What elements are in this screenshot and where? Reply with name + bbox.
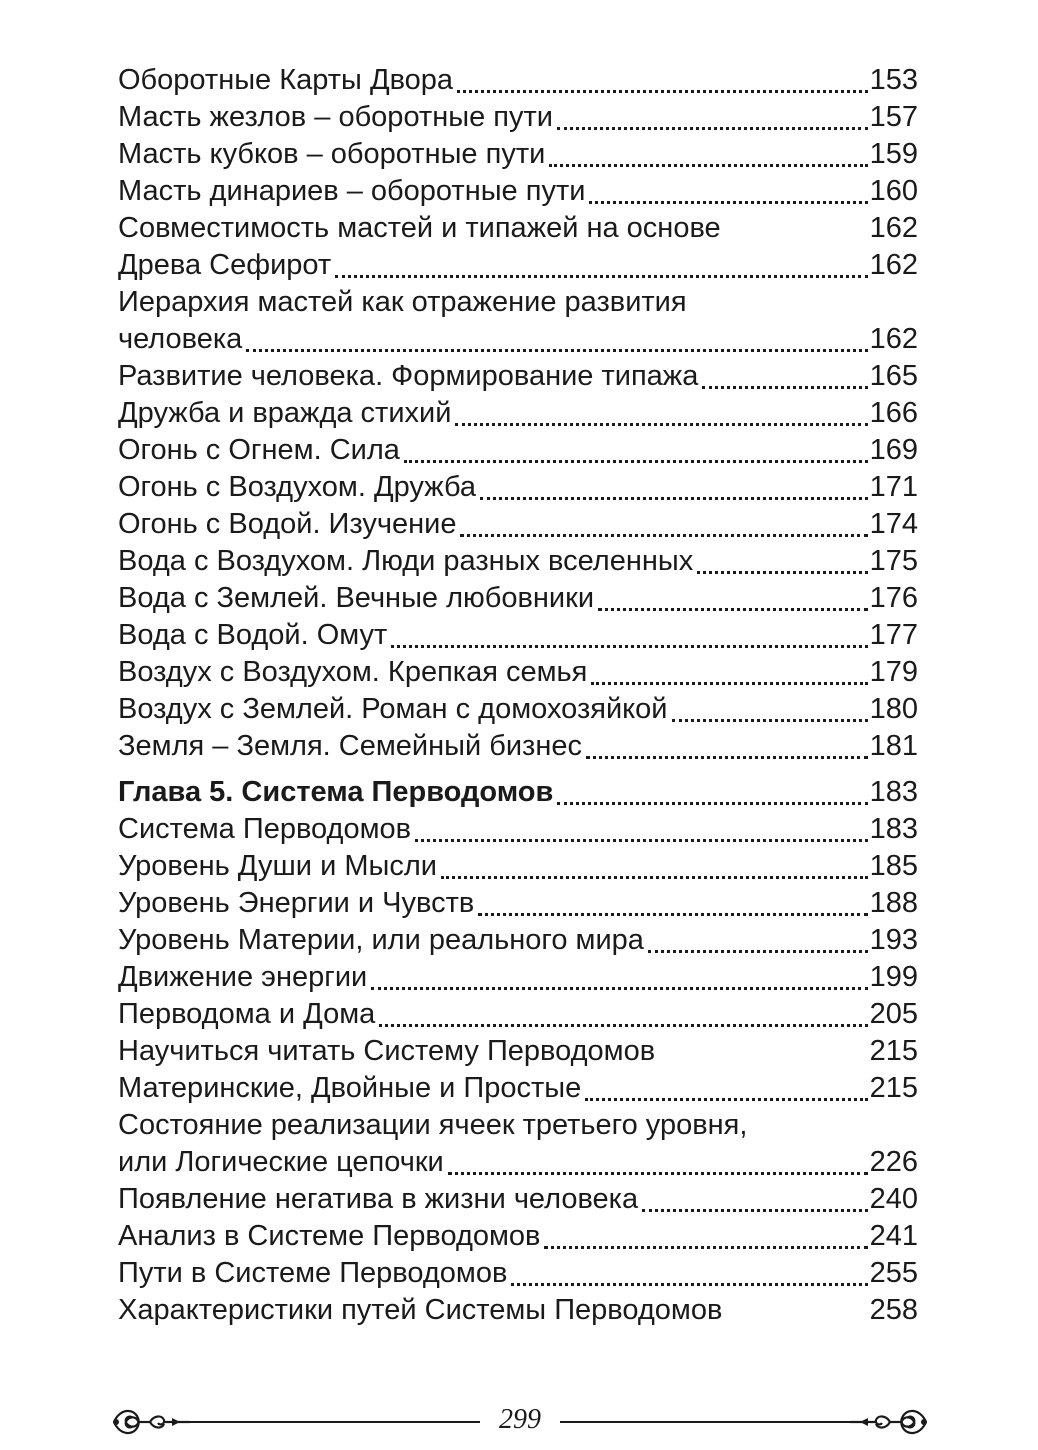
- toc-entry-title: человека: [118, 323, 243, 355]
- toc-entry-page: 157: [869, 101, 918, 133]
- dot-leader: [648, 940, 868, 953]
- toc-entry-title: Система Перводомов: [118, 813, 412, 845]
- toc-entry: [118, 1218, 918, 1255]
- dot-leader: [598, 598, 868, 611]
- toc-entry-page: 193: [869, 924, 918, 956]
- dot-leader: [591, 672, 867, 685]
- toc-entry-page: 215: [869, 1072, 918, 1104]
- toc-entry-title: Масть жезлов – оборотные пути: [118, 101, 553, 133]
- dot-leader: [448, 1162, 868, 1175]
- toc-entry: [118, 247, 918, 284]
- toc-entry: [118, 885, 918, 922]
- toc-entry-page: 205: [869, 998, 918, 1030]
- toc-entry-title: Пути в Системе Перводомов: [118, 1257, 508, 1289]
- dot-leader: [557, 117, 868, 130]
- toc-entry: [118, 1181, 918, 1218]
- toc-entry-title: Огонь с Водой. Изучение: [118, 508, 457, 540]
- toc-entry: [118, 580, 918, 617]
- toc-entry: [118, 848, 918, 885]
- dot-leader: [457, 80, 868, 93]
- dot-leader: [586, 746, 868, 759]
- dot-leader: [371, 977, 867, 990]
- dot-leader: [751, 1128, 916, 1138]
- toc-entry-title: Научиться читать Систему Перводомов: [118, 1035, 656, 1067]
- toc-entry-page: 179: [869, 656, 918, 688]
- dot-leader: [415, 829, 868, 842]
- toc-entry: [118, 321, 918, 358]
- toc-entry-title: Земля – Земля. Семейный бизнес: [118, 730, 582, 762]
- toc-entry-page: 185: [869, 850, 918, 882]
- toc-entry-title: Движение энергии: [118, 961, 368, 993]
- toc-entry-title: Дружба и вражда стихий: [118, 397, 452, 429]
- toc-entry-page: 240: [869, 1183, 918, 1215]
- dot-leader: [335, 265, 867, 278]
- toc-entry-page: 162: [869, 323, 918, 355]
- toc-entry-title: Состояние реализации ячеек третьего уровня,: [118, 1109, 748, 1141]
- toc-entry-title: Совместимость мастей и типажей на основе: [118, 212, 721, 244]
- toc-entry-page: 183: [869, 813, 918, 845]
- dot-leader: [480, 487, 868, 500]
- toc-entry: [118, 922, 918, 959]
- dot-leader: [557, 792, 867, 805]
- toc-entry-page: 162: [869, 249, 918, 281]
- dot-leader: [544, 1236, 867, 1249]
- toc-entry: [118, 728, 918, 765]
- toc-entry-page: 241: [869, 1220, 918, 1252]
- toc-entry-page: 159: [869, 138, 918, 170]
- toc-entry-title: Масть кубков – оборотные пути: [118, 138, 546, 170]
- toc-entry: [118, 99, 918, 136]
- toc-entry: [118, 617, 918, 654]
- toc-entry-title: Появление негатива в жизни человека: [118, 1183, 639, 1215]
- toc-entry: [118, 173, 918, 210]
- toc-entry: [118, 506, 918, 543]
- toc-entry: [118, 1144, 918, 1181]
- toc-entry-page: 177: [869, 619, 918, 651]
- toc-entry-page: 153: [869, 64, 918, 96]
- toc-entry-title: Материнские, Двойные и Простые: [118, 1072, 582, 1104]
- toc-entry-title: Развитие человека. Формирование типажа: [118, 360, 699, 392]
- toc-entry: [118, 210, 918, 247]
- toc-entry: [118, 1255, 918, 1292]
- toc-entry-page: 165: [869, 360, 918, 392]
- dot-leader: [585, 1088, 867, 1101]
- toc-entry-title: Вода с Воздухом. Люди разных вселенных: [118, 545, 694, 577]
- toc-entry-title: Вода с Землей. Вечные любовники: [118, 582, 595, 614]
- dot-leader: [441, 866, 868, 879]
- dot-leader: [549, 154, 867, 167]
- toc-entry: [118, 1070, 918, 1107]
- toc-entry-page: 169: [869, 434, 918, 466]
- toc-entry: [118, 432, 918, 469]
- toc-entry-page: 188: [869, 887, 918, 919]
- toc-entry-page: 181: [869, 730, 918, 762]
- toc-entry: [118, 1292, 918, 1329]
- dot-leader: [404, 450, 868, 463]
- dot-leader: [379, 1014, 867, 1027]
- dot-leader: [691, 305, 916, 315]
- toc-entry-title: Огонь с Огнем. Сила: [118, 434, 400, 466]
- dot-leader: [672, 709, 868, 722]
- dot-leader: [478, 903, 867, 916]
- dot-leader: [697, 561, 867, 574]
- toc-entry: [118, 543, 918, 580]
- dot-leader: [702, 376, 867, 389]
- dot-leader: [460, 524, 867, 537]
- toc-entry: [118, 959, 918, 996]
- toc-entry: [118, 62, 918, 99]
- toc-entry-title: или Логические цепочки: [118, 1146, 444, 1178]
- dot-leader: [511, 1273, 867, 1286]
- toc-entry-title: Иерархия мастей как отражение развития: [118, 286, 687, 318]
- toc-entry: [118, 654, 918, 691]
- dot-leader: [726, 1313, 867, 1323]
- toc-chapter-heading: [118, 774, 918, 811]
- toc-entry-page: 255: [869, 1257, 918, 1289]
- toc-entry-title: Огонь с Воздухом. Дружба: [118, 471, 477, 503]
- toc-entry-page: 166: [869, 397, 918, 429]
- page-number: 299: [499, 1404, 541, 1435]
- toc-entry-page: 215: [869, 1035, 918, 1067]
- toc-entry: [118, 395, 918, 432]
- toc-entry-title: Анализ в Системе Перводомов: [118, 1220, 541, 1252]
- toc-entry: [118, 691, 918, 728]
- toc-entry-page: 183: [869, 776, 918, 808]
- toc-entry-title: Воздух с Воздухом. Крепкая семья: [118, 656, 588, 688]
- toc-entry-title: Вода с Водой. Омут: [118, 619, 388, 651]
- toc-entry-page: 171: [869, 471, 918, 503]
- toc-entry-title: Оборотные Карты Двора: [118, 64, 454, 96]
- dot-leader: [391, 635, 867, 648]
- table-of-contents: [118, 62, 918, 1329]
- scroll-ornament-icon: [110, 1398, 190, 1446]
- toc-entry-title: Уровень Души и Мысли: [118, 850, 437, 882]
- toc-entry-title: Воздух с Землей. Роман с домохозяйкой: [118, 693, 668, 725]
- page-footer: [110, 1398, 930, 1448]
- toc-entry: [118, 1107, 918, 1144]
- toc-entry: [118, 1033, 918, 1070]
- toc-entry-page: 162: [869, 212, 918, 244]
- toc-entry-title: Характеристики путей Системы Перводомов: [118, 1294, 723, 1326]
- dot-leader: [455, 413, 867, 426]
- toc-entry: [118, 284, 918, 321]
- dot-leader: [589, 191, 867, 204]
- toc-entry-title: Перводома и Дома: [118, 998, 376, 1030]
- footer-rule-right: [560, 1421, 850, 1423]
- toc-entry: [118, 136, 918, 173]
- footer-rule-left: [190, 1421, 480, 1423]
- toc-entry-title: Масть динариев – оборотные пути: [118, 175, 586, 207]
- toc-entry: [118, 996, 918, 1033]
- toc-entry-page: 180: [869, 693, 918, 725]
- toc-entry-page: 258: [869, 1294, 918, 1326]
- dot-leader: [725, 231, 868, 241]
- toc-entry-title: Уровень Энергии и Чувств: [118, 887, 475, 919]
- toc-entry-page: 226: [869, 1146, 918, 1178]
- dot-leader: [246, 339, 867, 352]
- dot-leader: [659, 1054, 867, 1064]
- toc-entry-title: Глава 5. Система Перводомов: [118, 776, 554, 808]
- toc-entry-page: 176: [869, 582, 918, 614]
- toc-entry-page: 175: [869, 545, 918, 577]
- toc-entry-page: 174: [869, 508, 918, 540]
- toc-entry: [118, 811, 918, 848]
- toc-entry-title: Уровень Материи, или реального мира: [118, 924, 644, 956]
- toc-entry: [118, 358, 918, 395]
- toc-entry-page: 160: [869, 175, 918, 207]
- toc-entry-page: 199: [869, 961, 918, 993]
- toc-entry: [118, 469, 918, 506]
- scroll-ornament-icon: [850, 1398, 930, 1446]
- toc-entry-title: Древа Сефирот: [118, 249, 332, 281]
- dot-leader: [642, 1199, 867, 1212]
